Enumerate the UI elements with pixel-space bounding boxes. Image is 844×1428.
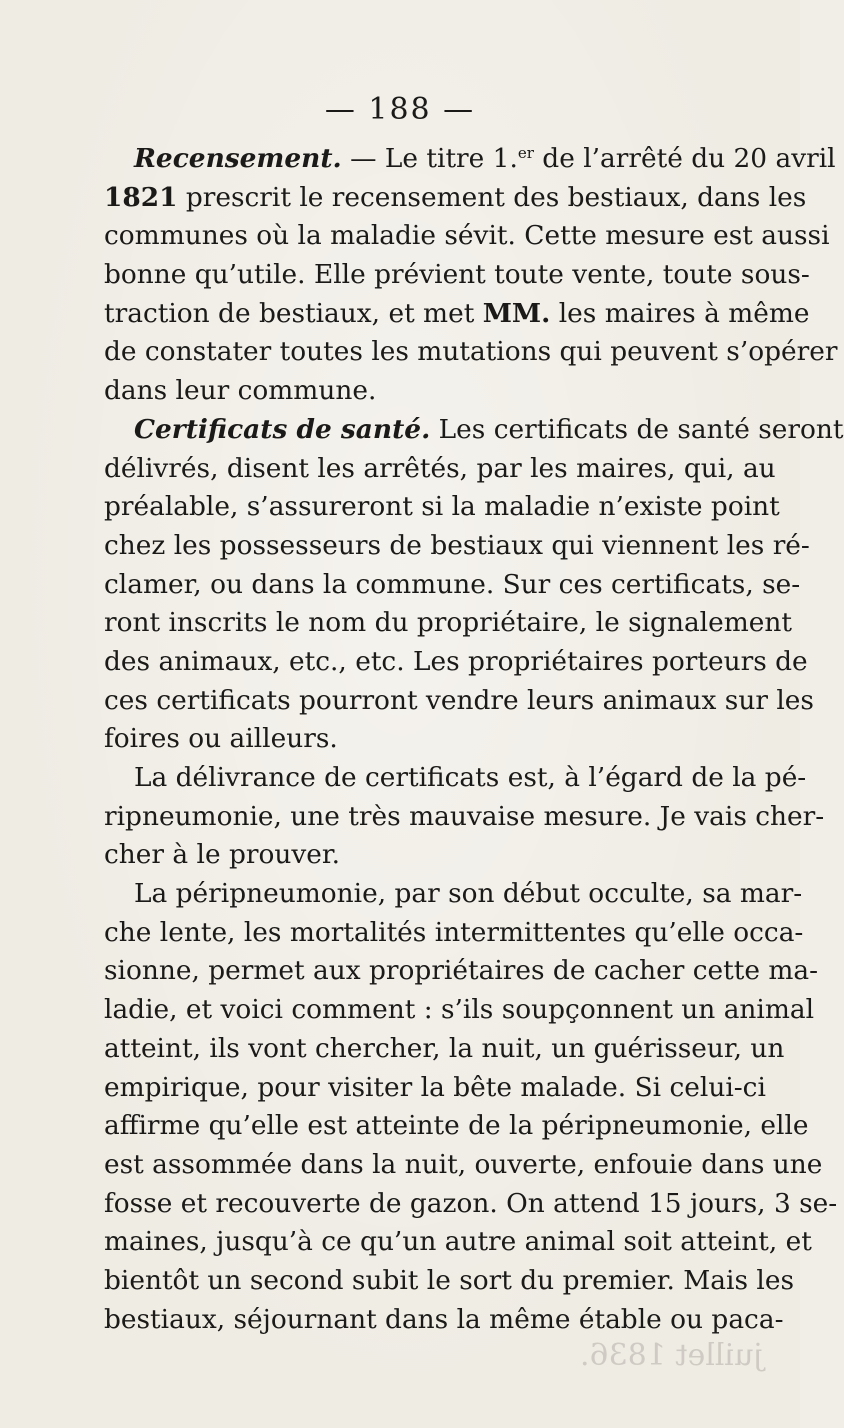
text-span: cher à le prouver. — [104, 839, 340, 871]
text-span: ront inscrits le nom du propriétaire, le signalement — [104, 607, 792, 639]
text-line — [104, 1185, 838, 1224]
text-line — [104, 333, 838, 372]
text-line — [104, 140, 836, 179]
text-span: est assommée dans la nuit, ouverte, enfouie dans une — [104, 1148, 823, 1180]
text-span: fosse et recouverte de gazon. On attend 15 jours, 3 se- — [104, 1187, 838, 1219]
text-line — [104, 798, 825, 837]
text-span: traction de bestiaux, et met — [104, 297, 483, 329]
text-line — [104, 411, 844, 450]
text-line — [104, 1146, 823, 1185]
text-span: — Le titre 1. — [341, 143, 518, 174]
text-span: Recensement. — [134, 143, 342, 174]
text-line — [104, 295, 810, 334]
text-span: Certificats de santé. — [134, 413, 431, 445]
text-span: dans leur commune. — [104, 375, 377, 407]
text-line — [104, 720, 736, 759]
text-line — [104, 1069, 766, 1108]
text-line — [104, 372, 736, 411]
text-line — [104, 1301, 784, 1340]
text-span: prescrit le recensement des bestiaux, dans les — [177, 181, 807, 213]
text-line — [104, 952, 819, 991]
body-text — [104, 140, 844, 1339]
text-line — [104, 1030, 785, 1069]
text-span: clamer, ou dans la commune. Sur ces certificats, se- — [104, 568, 801, 600]
text-line — [104, 256, 810, 295]
text-span: délivrés, disent les arrêtés, par les maires, qui, au — [104, 452, 776, 484]
text-span: de constater toutes les mutations qui peuvent s’opérer — [104, 336, 838, 368]
text-line — [104, 566, 801, 605]
text-span: préalable, s’assureront si la maladie n’existe point — [104, 491, 780, 523]
text-line — [104, 1107, 809, 1146]
text-span: de l’arrêté du 20 avril — [533, 143, 836, 174]
text-line — [104, 179, 807, 218]
text-span: che lente, les mortalités intermittentes qu’elle occa- — [104, 916, 804, 948]
text-span: maines, jusqu’à ce qu’un autre animal soit atteint, et — [104, 1226, 812, 1258]
text-span: atteint, ils vont chercher, la nuit, un guérisseur, un — [104, 1032, 785, 1064]
text-span: sionne, permet aux propriétaires de cacher cette ma- — [104, 955, 819, 987]
text-span: bonne qu’utile. Elle prévient toute vente, toute sous- — [104, 259, 810, 291]
text-line — [104, 217, 830, 256]
text-line — [104, 759, 807, 798]
text-span: La péripneumonie, par son début occulte, sa mar- — [134, 878, 803, 910]
bleed-through-text: juillet 1836. — [580, 1338, 763, 1373]
text-span: les maires à même — [550, 297, 810, 329]
text-span: 1821 — [104, 181, 178, 213]
text-span: ces certificats pourront vendre leurs animaux sur les — [104, 684, 814, 716]
text-span: La délivrance de certificats est, à l’égard de la pé- — [134, 762, 807, 793]
text-line — [104, 527, 810, 566]
text-span: foires ou ailleurs. — [104, 723, 338, 755]
text-line — [104, 488, 780, 527]
text-line — [104, 836, 736, 875]
text-span: communes où la maladie sévit. Cette mesure est aussi — [104, 220, 830, 252]
text-line — [104, 450, 776, 489]
text-line — [104, 991, 815, 1030]
text-line — [104, 914, 804, 953]
text-line — [104, 604, 792, 643]
text-span: chez les possesseurs de bestiaux qui viennent les ré- — [104, 529, 810, 561]
text-line — [104, 875, 803, 914]
text-span: ripneumonie, une très mauvaise mesure. Je vais cher- — [104, 800, 825, 832]
page-number: — 188 — — [324, 92, 476, 127]
text-span: MM. — [482, 297, 551, 329]
text-span: Les certificats de santé seront — [430, 413, 844, 445]
text-span: bestiaux, séjournant dans la même étable ou paca- — [104, 1303, 784, 1335]
text-span: affirme qu’elle est atteinte de la péripneumonie, elle — [104, 1110, 809, 1142]
text-span: des animaux, etc., etc. Les propriétaires porteurs de — [104, 645, 808, 677]
text-line — [104, 643, 808, 682]
text-line — [104, 1262, 794, 1301]
text-line — [104, 682, 814, 721]
text-line — [104, 1223, 812, 1262]
text-span: bientôt un second subit le sort du premier. Mais les — [104, 1264, 794, 1296]
text-span: empirique, pour visiter la bête malade. Si celui-ci — [104, 1071, 766, 1103]
text-span: ladie, et voici comment : s’ils soupçonnent un animal — [104, 994, 815, 1026]
text-span: er — [517, 144, 534, 162]
